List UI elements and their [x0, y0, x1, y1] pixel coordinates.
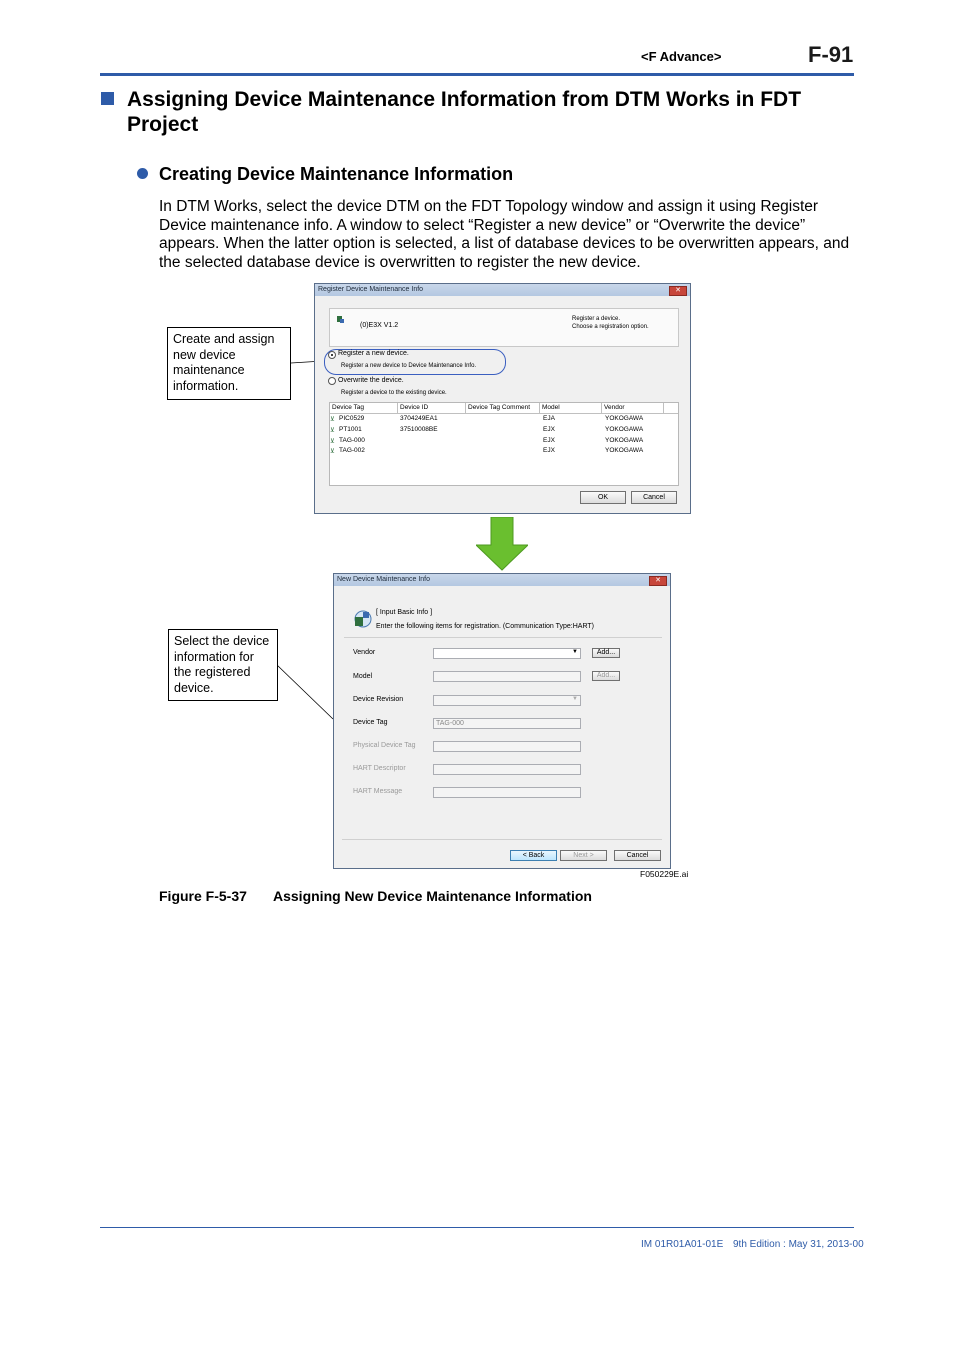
column-header[interactable]: Model: [540, 403, 602, 413]
table-row[interactable]: [329, 426, 669, 436]
device-icon: [336, 315, 345, 324]
chevron-down-icon: ▼: [572, 696, 578, 702]
table-cell: YOKOGAWA: [605, 415, 644, 422]
arrow-down-icon: [476, 517, 528, 571]
hart-descriptor-label: HART Descriptor: [353, 765, 406, 772]
network-icon: [352, 608, 374, 630]
vendor-select[interactable]: [433, 648, 581, 659]
dialog-title: Register Device Maintenance Info: [318, 286, 424, 293]
table-row[interactable]: [329, 415, 669, 425]
model-select[interactable]: [433, 671, 581, 682]
physical-device-tag-label: Physical Device Tag: [353, 742, 416, 749]
footer-rule: [100, 1227, 854, 1228]
dialog-title: New Device Maintenance Info: [337, 576, 430, 583]
table-cell: 37510008BE: [400, 426, 438, 433]
device-name: (0)E3X V1.2: [360, 322, 399, 329]
figure-file-name: F050229E.ai: [640, 869, 689, 879]
section-heading: Assigning Device Maintenance Information from DTM Works in FDT Project: [127, 88, 802, 136]
dialog-title-bar: [334, 574, 670, 586]
vendor-add-button[interactable]: Add...: [592, 648, 620, 658]
edition-info: 9th Edition : May 31, 2013-00: [733, 1239, 864, 1250]
page-number: F-91: [808, 42, 854, 67]
table-cell: YOKOGAWA: [605, 447, 644, 454]
new-device-dialog: [333, 573, 671, 869]
device-info-panel: [329, 308, 679, 347]
table-cell: TAG-002: [339, 447, 365, 454]
info-line-1: Register a device.: [572, 316, 621, 322]
body-paragraph: In DTM Works, select the device DTM on the FDT Topology window and assign it using Register Device maintenance info. A window to select “Register a new device” or “Overwrite the device” appears. When the latter option is selected, a list of database devices to be overwritten appears, and the selected database device is overwritten to register the new device.: [159, 198, 850, 271]
input-basic-info-label: [ Input Basic Info ]: [376, 609, 433, 616]
option-register-new-desc: Register a new device to Device Maintenance Info.: [341, 363, 477, 369]
table-row[interactable]: [329, 437, 669, 447]
cancel-button[interactable]: Cancel: [614, 850, 661, 861]
table-row[interactable]: [329, 447, 669, 457]
document-number: IM 01R01A01-01E: [641, 1239, 724, 1250]
callout-create-assign: Create and assign new device maintenance information.: [167, 327, 291, 400]
figure-caption: Assigning New Device Maintenance Information: [273, 888, 592, 904]
hart-message-input[interactable]: [433, 787, 581, 798]
tag-icon: ⊻: [330, 438, 335, 445]
instruction-text: Enter the following items for registration. (Communication Type:HART): [376, 623, 594, 630]
register-device-dialog: [314, 283, 691, 514]
back-button[interactable]: < Back: [510, 850, 557, 861]
option-overwrite-label: Overwrite the device.: [338, 377, 404, 384]
chevron-down-icon: ▼: [572, 649, 578, 655]
ok-button[interactable]: OK: [580, 491, 626, 504]
column-header[interactable]: Device Tag Comment: [466, 403, 540, 413]
physical-device-tag-input[interactable]: [433, 741, 581, 752]
column-header[interactable]: Device Tag: [330, 403, 398, 413]
option-overwrite-desc: Register a device to the existing device.: [341, 390, 447, 396]
section-label: <F Advance>: [641, 49, 722, 64]
vendor-label: Vendor: [353, 649, 376, 656]
column-header[interactable]: Device ID: [398, 403, 466, 413]
table-cell: YOKOGAWA: [605, 426, 644, 433]
device-revision-select[interactable]: [433, 695, 581, 706]
table-cell: EJX: [543, 447, 555, 454]
column-header[interactable]: Vendor: [602, 403, 664, 413]
model-add-button[interactable]: Add...: [592, 671, 620, 681]
callout-select-device-info: Select the device information for the registered device.: [168, 629, 278, 701]
table-cell: EJX: [543, 437, 555, 444]
separator: [342, 839, 662, 840]
model-label: Model: [353, 673, 373, 680]
table-cell: YOKOGAWA: [605, 437, 644, 444]
separator: [344, 637, 662, 638]
option-register-new-label: Register a new device.: [338, 350, 409, 357]
tag-icon: ⊻: [330, 448, 335, 455]
hart-descriptor-input[interactable]: [433, 764, 581, 775]
radio-register-new[interactable]: [328, 351, 336, 359]
close-icon[interactable]: ✕: [649, 576, 667, 586]
device-tag-input[interactable]: TAG-000: [433, 718, 581, 729]
tag-icon: ⊻: [330, 427, 335, 434]
tag-icon: ⊻: [330, 416, 335, 423]
subsection-heading: Creating Device Maintenance Information: [159, 164, 514, 184]
close-icon[interactable]: ✕: [669, 286, 687, 296]
table-header: [330, 403, 678, 414]
table-cell: TAG-000: [339, 437, 365, 444]
device-revision-label: Device Revision: [353, 696, 404, 703]
next-button[interactable]: Next >: [560, 850, 607, 861]
radio-overwrite[interactable]: [328, 377, 336, 385]
info-line-2: Choose a registration option.: [572, 324, 649, 330]
table-cell: PIC0529: [339, 415, 365, 422]
callout-leader-2: [277, 665, 333, 719]
table-cell: EJA: [543, 415, 555, 422]
table-cell: EJX: [543, 426, 555, 433]
dialog-title-bar: [315, 284, 690, 296]
table-cell: PT1001: [339, 426, 362, 433]
cancel-button[interactable]: Cancel: [631, 491, 677, 504]
device-tag-label: Device Tag: [353, 719, 388, 726]
table-cell: 3704249EA1: [400, 415, 438, 422]
hart-message-label: HART Message: [353, 788, 403, 795]
figure-number: Figure F-5-37: [159, 888, 247, 904]
